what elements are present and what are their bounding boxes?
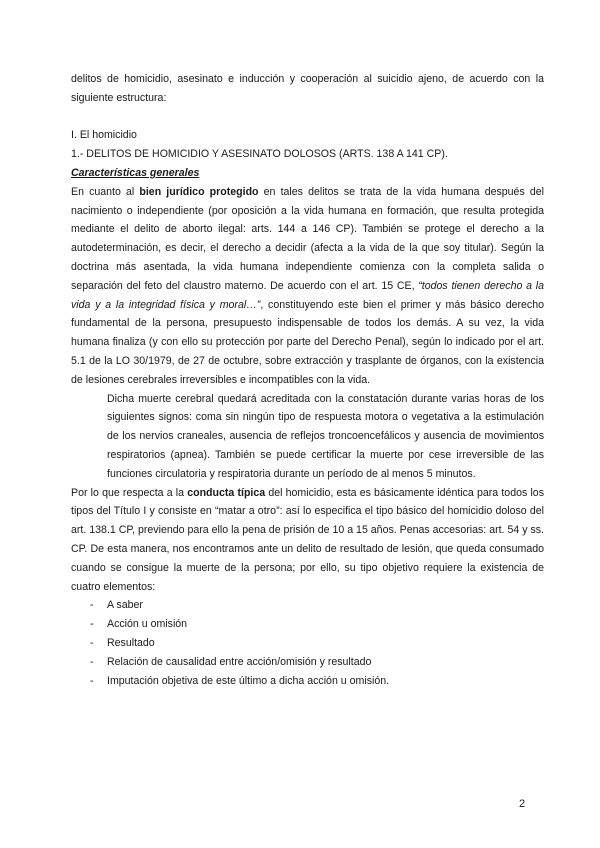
paragraph-bien-juridico: En cuanto al bien jurídico protegido en tales delitos se trata de la vida humana después del nacimiento o independiente (por oposición a la vida humana en formación, que resulta protegida mediante el delito de aborto ilegal: arts. 144 a 146 CP). También se protege el derecho a la autodeterminación, es decir, el derecho a decidir (afecta a la vida de la que soy titular). Según la doctrina más asentada, la vida humana independiente comienza con la completa salida o separación del feto del claustro materno. De acuerdo con el art. 15 CE, “todos tienen derecho a la vida y a la integridad física y moral…”, constituyendo este bien el primer y más básico derecho fundamental de la persona, presupuesto indispensable de todos los demás. A su vez, la vida humana finaliza (y con ello su protección por parte del Derecho Penal), según lo indicado por el art. 5.1 de la LO 30/1979, de 27 de octubre, sobre extracción y trasplante de órganos, con la existencia de lesiones cerebrales irreversibles e incompatibles con la vida. [71, 185, 545, 386]
bien-juridico-term: bien jurídico protegido [139, 185, 259, 198]
subheading-caracteristicas: Características generales [71, 166, 200, 179]
list-item: - Imputación objetiva de este último a dicha acción u omisión. [90, 674, 390, 687]
page-body [71, 70, 544, 690]
section-title: 1.- DELITOS DE HOMICIDIO Y ASESINATO DOLOSOS (ARTS. 138 A 141 CP). [71, 148, 448, 161]
elements-list [71, 596, 544, 690]
list-item: - Relación de causalidad entre acción/omisión y resultado [90, 655, 372, 668]
list-item: - A saber [90, 599, 143, 612]
conducta-tipica-term: conducta típica [187, 486, 266, 499]
list-item: - Resultado [90, 636, 155, 649]
section-roman-heading: I. El homicidio [71, 129, 137, 142]
paragraph-muerte-cerebral: Dicha muerte cerebral quedará acreditada con la constatación durante varias horas de los siguientes signos: coma sin ningún tipo de respuesta motora o vegetativa a la estimulación de los nervios craneales, ausencia de reflejos troncoencefálicos y ausencia de movimientos respiratorios (apnea). También se puede certificar la muerte por cese irreversible de las funciones circulatoria y respiratoria durante un período de al menos 5 minutos. [107, 392, 544, 480]
list-item: - Acción u omisión [90, 618, 188, 631]
page-number: 2 [519, 798, 526, 810]
paragraph-conducta-tipica: Por lo que respecta a la conducta típica del homicidio, esta es básicamente idéntica para todos los tipos del Título I y consiste en “matar a otro”: así lo especifica el tipo básico del homicidio doloso del art. 138.1 CP, previendo para ello la pena de prisión de 10 a 15 años. Penas accesorias: art. 54 y ss. CP. De esta manera, nos encontramos ante un delito de resultado de lesión, que queda consumado cuando se consigue la muerte de la persona; por ello, su tipo objetivo requiere la existencia de cuatro elementos: [71, 486, 544, 593]
ce-quote: “todos tienen derecho a la vida y a la integridad física y moral…” [71, 279, 544, 311]
intro-paragraph: delitos de homicidio, asesinato e inducción y cooperación al suicidio ajeno, de acuerdo con la siguiente estructura: [71, 73, 544, 104]
spacer [71, 108, 544, 127]
